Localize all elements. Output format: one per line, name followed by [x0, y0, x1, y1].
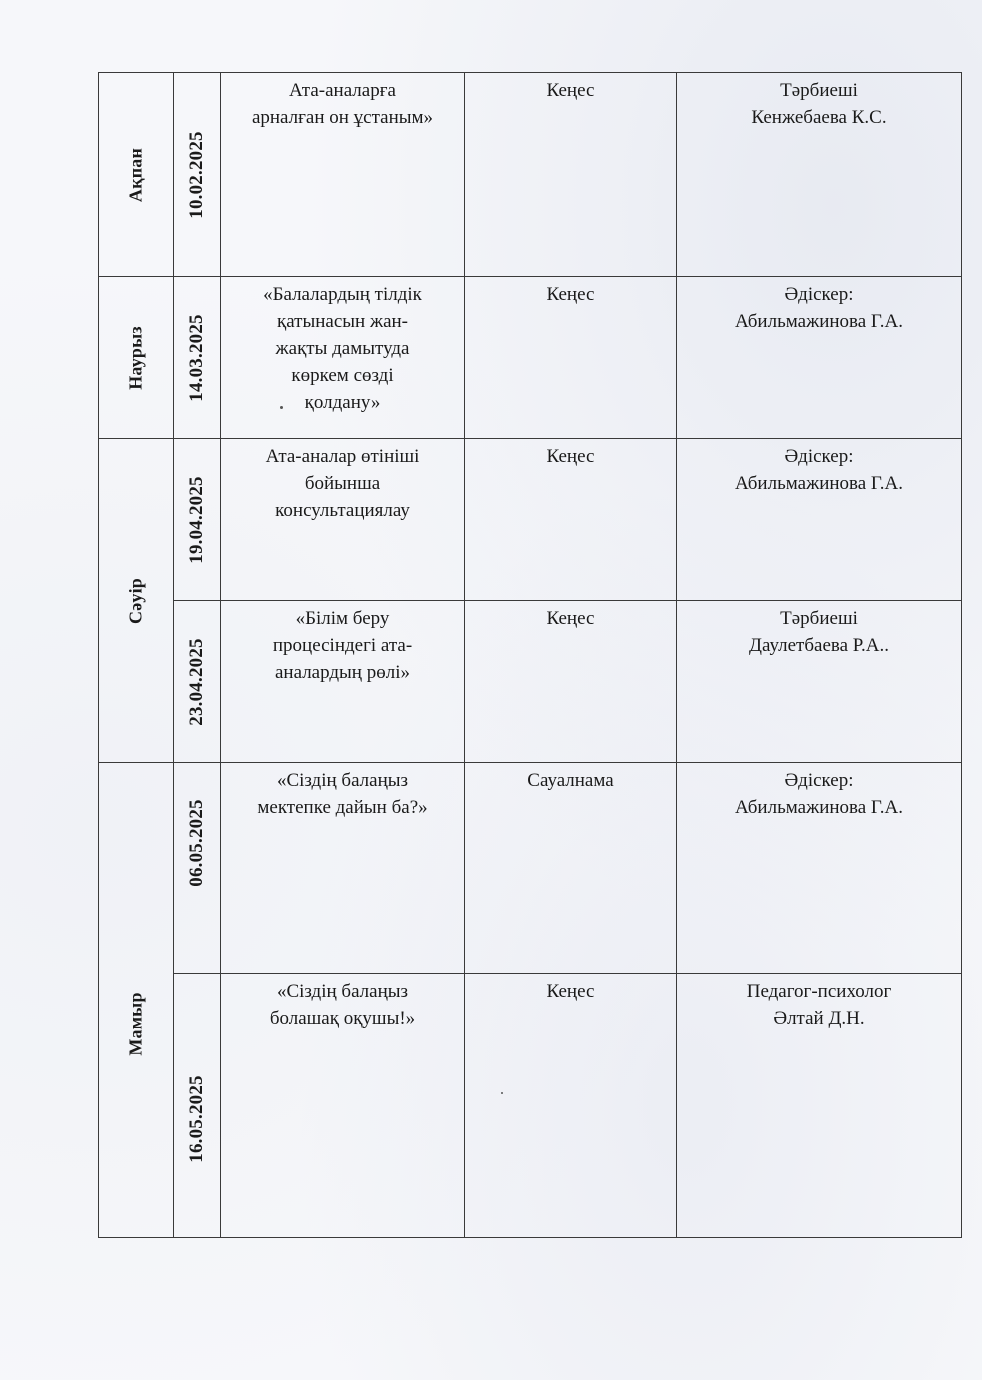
- topic-cell: «Білім беру процесіндегі ата- аналардың рөлі»: [220, 600, 465, 763]
- month-cell-may: [98, 762, 174, 1238]
- form-cell: Кеңес: [464, 276, 677, 439]
- date-cell: [173, 762, 221, 974]
- date-label: 23.04.2025: [186, 637, 207, 726]
- responsible-cell: Тәрбиеші Даулетбаева Р.А..: [676, 600, 962, 763]
- form-cell: Кеңес: [464, 72, 677, 277]
- month-label-may: Мамыр: [125, 992, 146, 1056]
- form-cell: Кеңес: [464, 438, 677, 601]
- responsible-cell: Тәрбиеші Кенжебаева К.С.: [676, 72, 962, 277]
- date-cell: [173, 438, 221, 601]
- date-cell: [173, 72, 221, 277]
- topic-cell: Ата-аналар өтініші бойынша консультациялау: [220, 438, 465, 601]
- topic-cell: Ата-аналарға арналған он ұстаным»: [220, 72, 465, 277]
- date-label: 06.05.2025: [186, 799, 207, 887]
- month-label-feb: Ақпан: [125, 147, 146, 202]
- date-label: 19.04.2025: [186, 475, 207, 564]
- responsible-cell: Педагог-психолог Әлтай Д.Н.: [676, 973, 962, 1238]
- form-cell: Кеңес: [464, 600, 677, 763]
- month-label-apr: Сәуір: [125, 577, 146, 624]
- topic-cell: «Балалардың тілдік қатынасын жан- жақты дамытуда көркем сөзді қолдану»: [220, 276, 465, 439]
- events-table: [98, 72, 962, 1238]
- date-cell: [173, 973, 221, 1238]
- topic-cell: «Сіздің балаңыз болашақ оқушы!»: [220, 973, 465, 1238]
- date-cell: [173, 600, 221, 763]
- responsible-cell: Әдіскер: Абильмажинова Г.А.: [676, 762, 962, 974]
- form-cell: Сауалнама: [464, 762, 677, 974]
- date-label: 10.02.2025: [186, 130, 207, 219]
- form-cell: Кеңес: [464, 973, 677, 1238]
- responsible-cell: Әдіскер: Абильмажинова Г.А.: [676, 276, 962, 439]
- date-label: 16.05.2025: [186, 1074, 207, 1163]
- paper-speck: [280, 406, 283, 409]
- month-cell-apr: [98, 438, 174, 763]
- date-label: 14.03.2025: [186, 313, 207, 402]
- month-label-mar: Наурыз: [125, 325, 146, 390]
- month-cell-feb: [98, 72, 174, 277]
- month-cell-mar: [98, 276, 174, 439]
- paper-speck: [501, 1092, 503, 1094]
- date-cell: [173, 276, 221, 439]
- responsible-cell: Әдіскер: Абильмажинова Г.А.: [676, 438, 962, 601]
- topic-cell: «Сіздің балаңыз мектепке дайын ба?»: [220, 762, 465, 974]
